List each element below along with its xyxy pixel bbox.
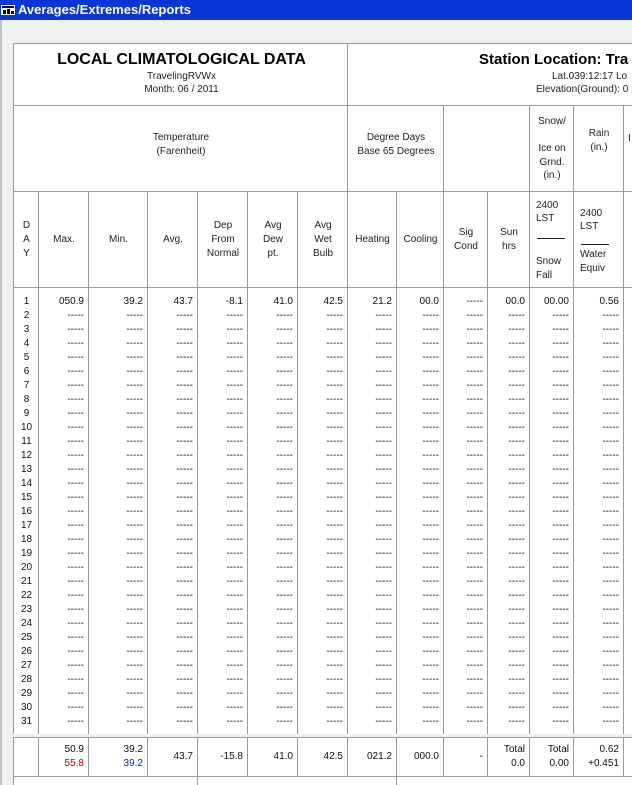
body-cooling [396,287,444,734]
sum-sig: - [443,737,488,777]
body-sun [487,287,530,734]
body-dew [247,287,298,734]
report-month: Month: 06 / 2011 [144,84,219,95]
sum-cooling: 000.0 [396,737,444,777]
body-snow [529,287,574,734]
avg-column: 43.7 ----- ----- ----- ----- ----- ----- ----- ----- ----- ----- ----- ----- ----- ----- ----- ----- ----- ----- ----- ----- ----- ----- ----- ----- ----- ----- ----- ----- ----- ----- [173,296,193,727]
report-title: LOCAL CLIMATOLOGICAL DATA [57,51,306,68]
sum-dew: 41.0 [247,737,298,777]
col-sun-header: Sun hrs [487,191,530,288]
sum-wet: 42.5 [297,737,348,777]
station-location-cell [347,43,632,106]
dep-column: -8.1 ----- ----- ----- ----- ----- ----- ----- ----- ----- ----- ----- ----- ----- ----- ----- ----- ----- ----- ----- ----- ----- ----- ----- ----- ----- ----- ----- ----- ----- ----- [225,296,243,727]
group-snow: Snow/ Ice on Grnd. (in.) [529,105,574,192]
col-wet-header: Avg Wet Bulb [297,191,348,288]
snow-divider [537,238,565,239]
col-day-header: D A Y [13,191,39,288]
col-snow-header: 2400 LST Snow Fall [529,191,574,288]
station-elevation: Elevation(Ground): 0 [536,84,629,95]
col-sig-header: Sig Cond [443,191,488,288]
body-extra [623,287,632,734]
window-titlebar[interactable] [0,0,632,20]
station-location: Station Location: Tra [479,51,629,68]
report-title-cell [13,43,348,106]
body-rain [573,287,624,734]
col-min-header: Min. [88,191,148,288]
next-section-b [197,776,397,785]
station-name: TravelingRVWx [147,71,216,82]
sum-min: 39.2 39.2 [88,737,148,777]
col-max-header: Max. [38,191,89,288]
body-heating [347,287,397,734]
sig-column: ----- ----- ----- ----- ----- ----- ----- ----- ----- ----- ----- ----- ----- ----- ----- ----- ----- ----- ----- ----- ----- ----- ----- ----- ----- ----- ----- ----- ----- ----- ----- [466,296,483,727]
body-dep [197,287,248,734]
body-min [88,287,148,734]
sum-avg: 43.7 [147,737,198,777]
sum-snow: Total 0.00 [529,737,574,777]
group-temperature: Temperature (Farenheit) [13,105,348,192]
col-dep-header: Dep From Normal [197,191,248,288]
rain-divider [581,244,609,245]
sum-max: 50.9 55.8 [38,737,89,777]
col-dew-header: Avg Dew pt. [247,191,298,288]
sum-sun: Total 0.0 [487,737,530,777]
sum-extra [623,737,632,777]
sum-heating: 021.2 [347,737,397,777]
col-heating-header: Heating [347,191,397,288]
body-wet [297,287,348,734]
frame-left-edge [0,20,2,785]
app-window-icon [1,2,16,17]
group-extra: I [623,105,632,192]
max-extreme: 55.8 [64,758,84,769]
col-extra-header [623,191,632,288]
body-day [13,287,39,734]
snow-column: 00.00 ----- ----- ----- ----- ----- ----- ----- ----- ----- ----- ----- ----- ----- ----- ----- ----- ----- ----- ----- ----- ----- ----- ----- ----- ----- ----- ----- ----- ----- ----- [543,296,569,727]
rain-column: 0.56 ----- ----- ----- ----- ----- ----- ----- ----- ----- ----- ----- ----- ----- ----- ----- ----- ----- ----- ----- ----- ----- ----- ----- ----- ----- ----- ----- ----- ----- ----- [599,296,619,727]
col-cooling-header: Cooling [396,191,444,288]
next-section-a [13,776,198,785]
station-lat: Lat.039:12:17 Lo [552,71,628,82]
sum-rain: 0.62 +0.451 [573,737,624,777]
sun-column: 00.0 ----- ----- ----- ----- ----- ----- ----- ----- ----- ----- ----- ----- ----- ----- ----- ----- ----- ----- ----- ----- ----- ----- ----- ----- ----- ----- ----- ----- ----- ----- [505,296,525,727]
sum-day [13,737,39,777]
min-extreme: 39.2 [123,758,143,769]
min-column: 39.2 ----- ----- ----- ----- ----- ----- ----- ----- ----- ----- ----- ----- ----- ----- ----- ----- ----- ----- ----- ----- ----- ----- ----- ----- ----- ----- ----- ----- ----- ----- [123,296,143,727]
body-max [38,287,89,734]
window-title: Averages/Extremes/Reports [18,2,191,17]
next-section-c [396,776,632,785]
group-rain: Rain (in.) [573,105,624,192]
col-avg-header: Avg. [147,191,198,288]
group-degree-days: Degree Days Base 65 Degrees [347,105,444,192]
day-column: 1 2 3 4 5 6 7 8 9 10 11 12 13 14 15 16 17 18 19 20 21 22 23 24 25 26 27 28 29 30 31 [20,296,33,727]
cooling-column: 00.0 ----- ----- ----- ----- ----- ----- ----- ----- ----- ----- ----- ----- ----- ----- ----- ----- ----- ----- ----- ----- ----- ----- ----- ----- ----- ----- ----- ----- ----- ----- [419,296,439,727]
heating-column: 21.2 ----- ----- ----- ----- ----- ----- ----- ----- ----- ----- ----- ----- ----- ----- ----- ----- ----- ----- ----- ----- ----- ----- ----- ----- ----- ----- ----- ----- ----- ----- [372,296,392,727]
dew-column: 41.0 ----- ----- ----- ----- ----- ----- ----- ----- ----- ----- ----- ----- ----- ----- ----- ----- ----- ----- ----- ----- ----- ----- ----- ----- ----- ----- ----- ----- ----- ----- [273,296,293,727]
sum-dep: -15.8 [197,737,248,777]
body-avg [147,287,198,734]
body-sig [443,287,488,734]
col-rain-header: 2400 LST Water Equiv [573,191,624,288]
group-blank [443,105,530,192]
wet-column: 42.5 ----- ----- ----- ----- ----- ----- ----- ----- ----- ----- ----- ----- ----- ----- ----- ----- ----- ----- ----- ----- ----- ----- ----- ----- ----- ----- ----- ----- ----- ----- [323,296,343,727]
max-column: 050.9 ----- ----- ----- ----- ----- ----- ----- ----- ----- ----- ----- ----- ----- ----- ----- ----- ----- ----- ----- ----- ----- ----- ----- ----- ----- ----- ----- ----- ----- ----- [58,296,84,727]
